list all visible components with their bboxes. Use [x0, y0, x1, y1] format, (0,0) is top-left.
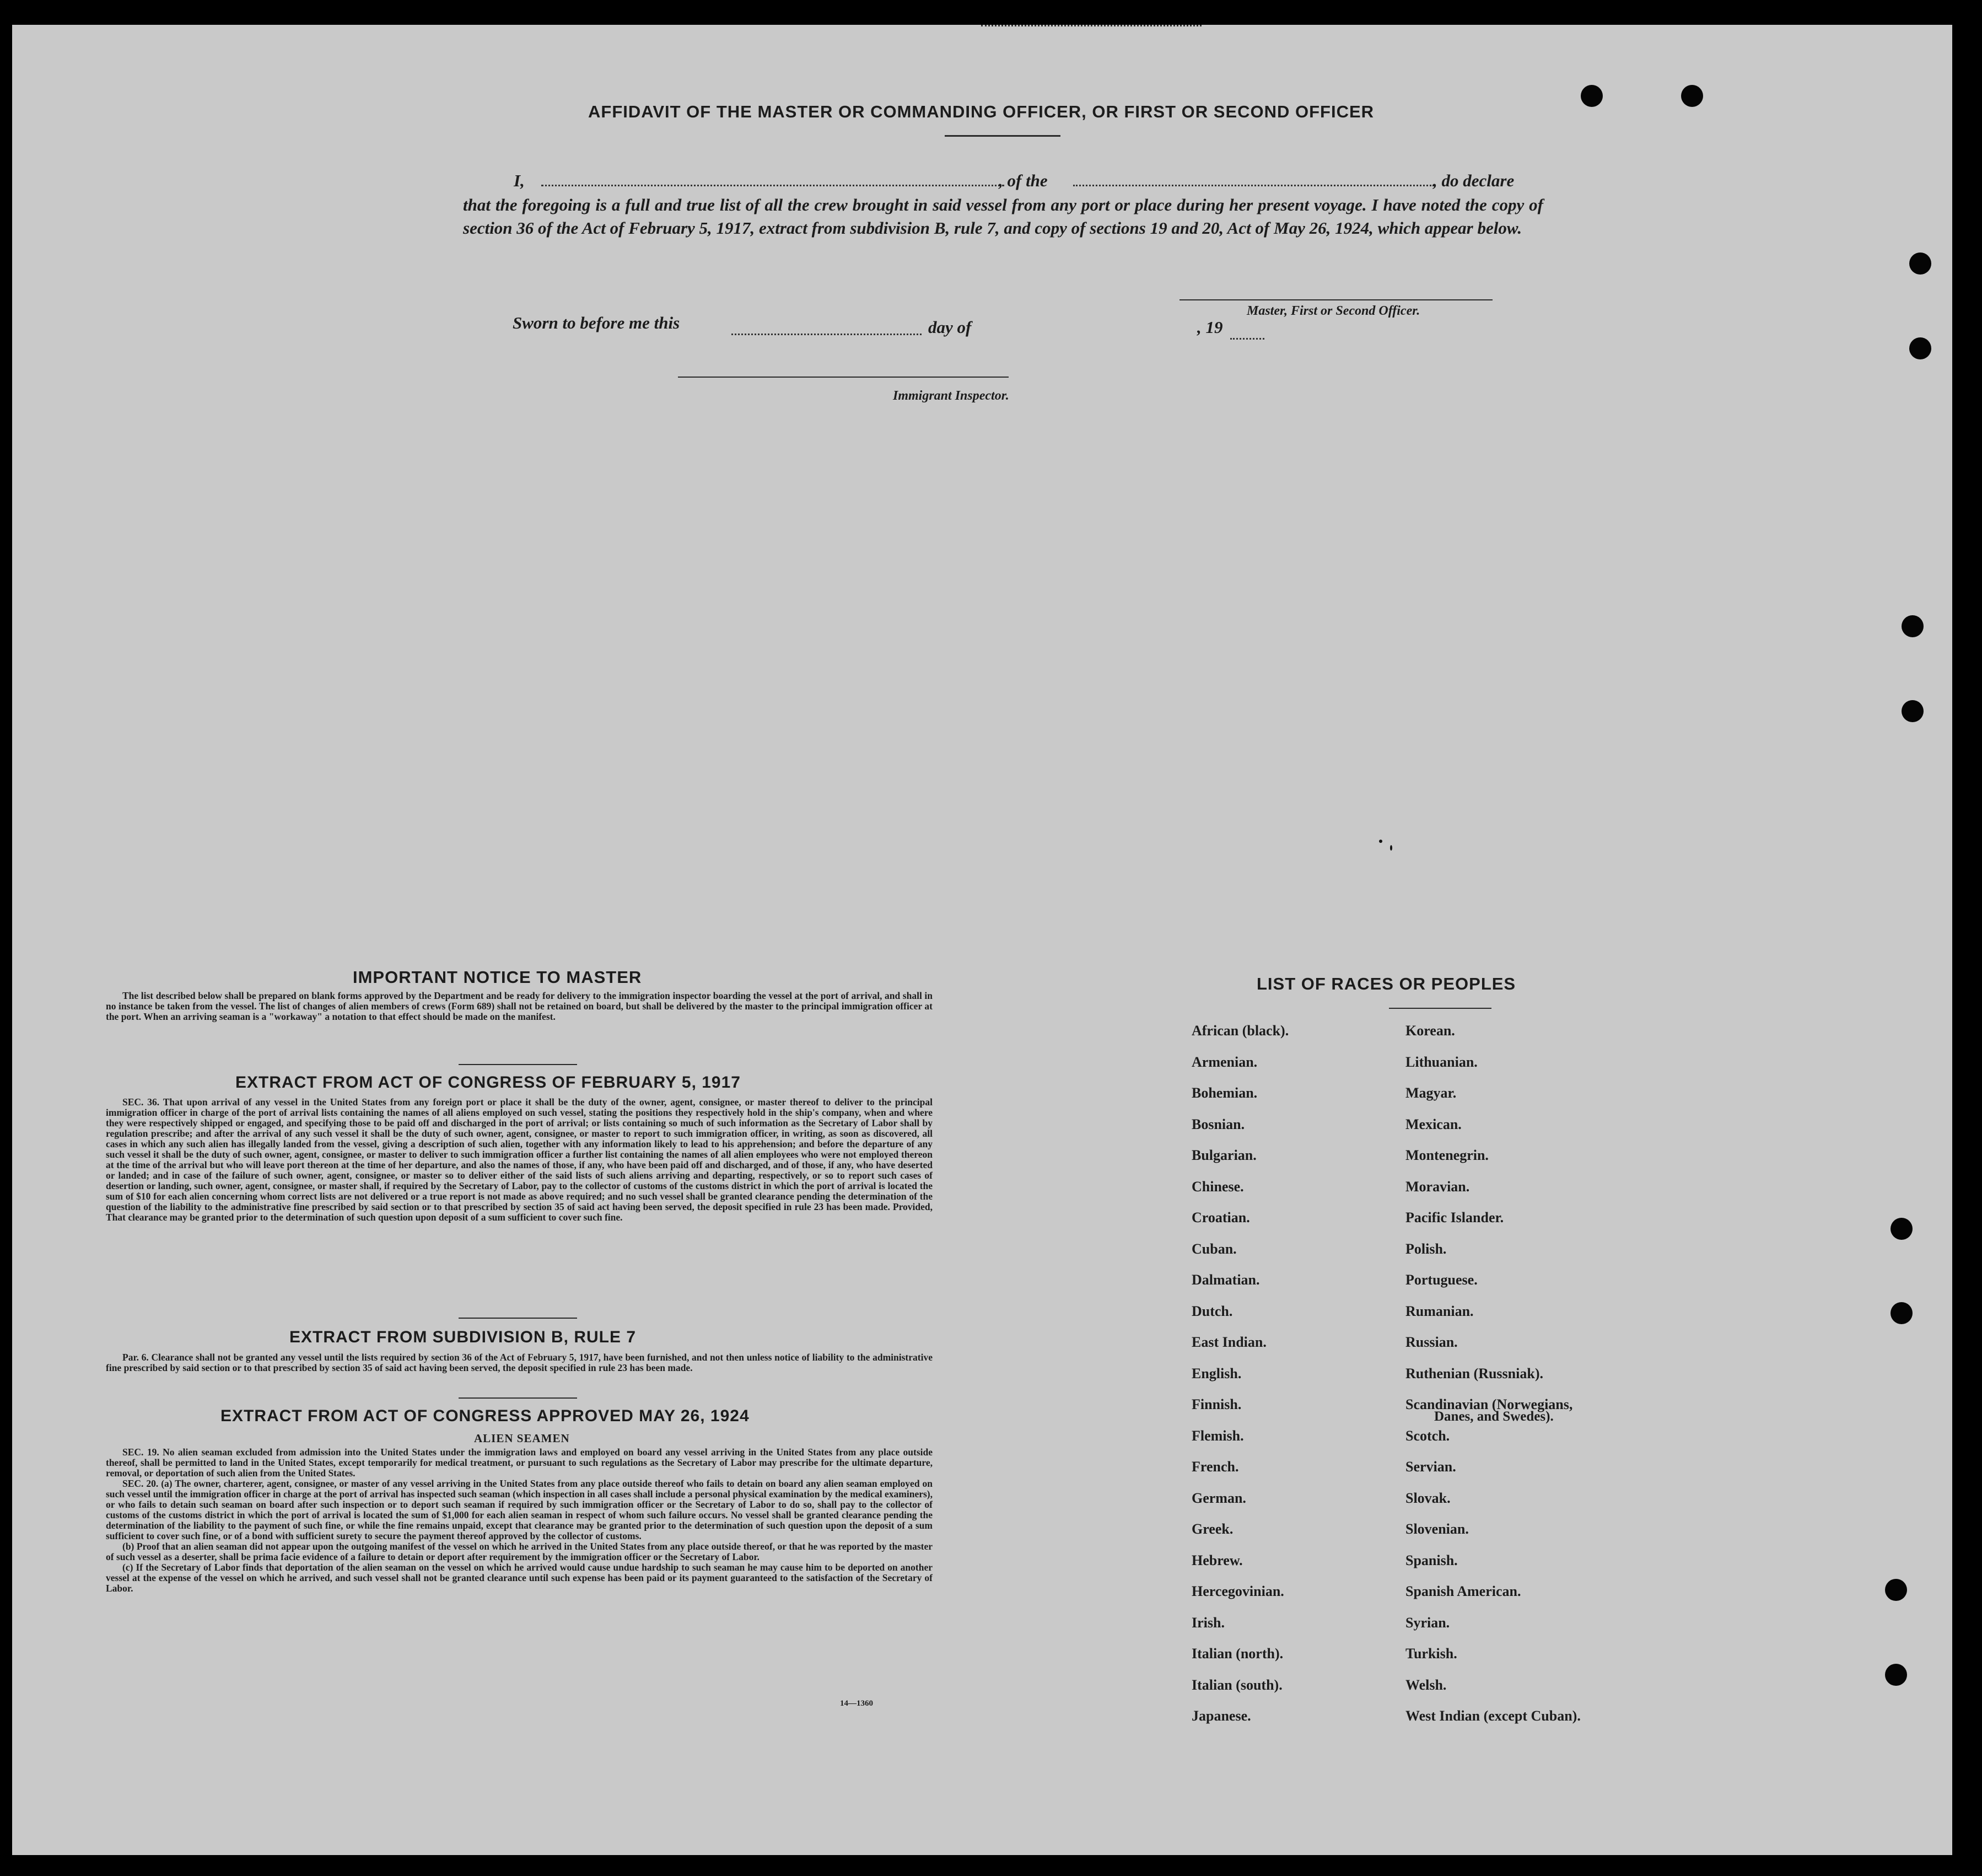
form-page — [12, 25, 1952, 1855]
race-item: Bosnian. — [1192, 1116, 1245, 1132]
race-item: Magyar. — [1405, 1085, 1457, 1101]
race-item: Flemish. — [1192, 1427, 1244, 1444]
stray-mark — [1390, 845, 1392, 851]
race-item: Dalmatian. — [1192, 1272, 1260, 1288]
sworn-month-field[interactable] — [981, 25, 1202, 26]
notice-title: IMPORTANT NOTICE TO MASTER — [353, 967, 642, 987]
race-item: Italian (north). — [1192, 1646, 1284, 1662]
races-title: LIST OF RACES OR PEOPLES — [1257, 974, 1516, 993]
race-item: Cuban. — [1192, 1240, 1237, 1257]
punch-hole — [1891, 1302, 1913, 1324]
race-item: Italian (south). — [1192, 1676, 1283, 1693]
race-item: Irish. — [1192, 1614, 1225, 1631]
race-item: Hebrew. — [1192, 1552, 1243, 1568]
extract-1917-title: EXTRACT FROM ACT OF CONGRESS OF FEBRUARY 5, 1917 — [235, 1073, 741, 1092]
sworn-year-field[interactable] — [1230, 338, 1264, 340]
race-item: Turkish. — [1405, 1646, 1457, 1662]
race-item: Croatian. — [1192, 1210, 1250, 1225]
form-number: 14—1360 — [840, 1699, 873, 1708]
sec-20b-paragraph: (b) Proof that an alien seaman did not appear upon the outgoing manifest of the vessel on which he arrived in the United States from any place outside thereof, or that he was reported by the master of such vessel as a deserter, shall be prima facie evidence of a failure to detain or deport after requirement by the immigration officer or the Secretary of Labor. — [106, 1541, 933, 1562]
race-item: Hercegovinian. — [1192, 1583, 1284, 1599]
master-signature-label: Master, First or Second Officer. — [1247, 304, 1420, 318]
race-item: West Indian (except Cuban). — [1405, 1708, 1581, 1724]
punch-hole — [1891, 1218, 1913, 1240]
race-continuation: Danes, and Swedes). — [1434, 1409, 1554, 1424]
race-item: East Indian. — [1192, 1334, 1267, 1350]
extract-rule7-title: EXTRACT FROM SUBDIVISION B, RULE 7 — [289, 1328, 637, 1346]
affidavit-title: AFFIDAVIT OF THE MASTER OR COMMANDING OFFICER, OR FIRST OR SECOND OFFICER — [588, 102, 1375, 121]
race-item: Finnish. — [1192, 1396, 1242, 1412]
punch-hole — [1581, 85, 1603, 107]
extract-1924-title: EXTRACT FROM ACT OF CONGRESS APPROVED MAY 26, 1924 — [220, 1407, 750, 1425]
sworn-prefix: Sworn to before me this — [513, 313, 680, 332]
race-item: Dutch. — [1192, 1303, 1233, 1319]
declarant-name-field[interactable] — [541, 185, 1004, 186]
sec-36-paragraph: SEC. 36. That upon arrival of any vessel in the United States from any foreign port or place it shall be the duty of the owner, agent, consignee, or master thereof to deliver to the principal immigration officer in charge of the port of arrival lists containing the names of all aliens employed on such vessel, stating the positions they respectively hold in the ship's company, when and where they were respectively shipped or engaged, and specifying those to be paid off and discharged in the port of arrival; or lists containing so much of such information as the Secretary of Labor shall by regulation prescribe; and after the arrival of any such vessel it shall be the duty of such owner, agent, consignee, or master to report to such immigration officer, in writing, as soon as discovered, all cases in which any such alien has illegally landed from the vessel, giving a description of such alien, together with any information likely to lead to his apprehension; and before the departure of any such vessel it shall be the duty of such owner, agent, consignee, or master to deliver to such immigration officer a further list containing the names of all alien employees who were not employed thereon at the time of the arrival but who will leave port thereon at the time of her departure, and also the names of those, if any, who have been paid off and discharged, and of those, if any, who have deserted or landed; and in case of the failure of such owner, agent, consignee, or master so to deliver either of the said lists of such aliens arriving and departing, respectively, or so to report such cases of desertion or landing, such owner, agent, consignee, or master shall, if required by the Secretary of Labor, pay to the collector of customs of the customs district in which the port of arrival is located the sum of $10 for each alien concerning whom correct lists are not delivered or a true report is not made as above required; and no such vessel shall be granted clearance pending the determination of the question of the liability to the administrative fine prescribed by said section or to that prescribed by section 35 of said act having been served, the deposit specified in rule 23 has been made. Provided, That clearance may be granted prior to the determination of such question upon deposit of a sum sufficient to cover such fine. — [106, 1096, 933, 1223]
extract-1917-text — [106, 1097, 933, 1223]
race-item: Rumanian. — [1405, 1303, 1474, 1319]
stray-mark — [1379, 840, 1382, 843]
race-item: Portuguese. — [1405, 1272, 1478, 1288]
race-item: Slovak. — [1405, 1490, 1451, 1506]
race-item: Slovenian. — [1405, 1521, 1469, 1537]
year-prefix-label: , 19 — [1197, 318, 1223, 337]
race-item: Syrian. — [1405, 1614, 1450, 1631]
punch-hole — [1681, 85, 1703, 107]
affidavit-title-rule — [945, 135, 1060, 137]
race-item: Bohemian. — [1192, 1085, 1258, 1101]
race-item: Bulgarian. — [1192, 1147, 1257, 1163]
extract-1924-text — [106, 1447, 933, 1594]
punch-hole — [1885, 1664, 1907, 1686]
race-item: Welsh. — [1405, 1676, 1447, 1693]
race-item: Ruthenian (Russniak). — [1405, 1365, 1543, 1382]
vessel-name-field[interactable] — [1073, 185, 1434, 186]
race-item: French. — [1192, 1459, 1239, 1475]
race-item: Montenegrin. — [1405, 1147, 1489, 1163]
punch-hole — [1902, 615, 1924, 637]
punch-hole — [1902, 700, 1924, 722]
race-item: Mexican. — [1405, 1116, 1462, 1132]
race-item: Japanese. — [1192, 1708, 1251, 1724]
alien-seamen-subtitle: ALIEN SEAMEN — [474, 1432, 570, 1445]
sec-20a-paragraph: SEC. 20. (a) The owner, charterer, agent, consignee, or master of any vessel arriving in the United States from any place outside thereof who fails to detain on board any alien seaman employed on such vessel until the immigration officer in charge at the port of arrival has inspected such seaman (which inspection in all cases shall include a personal physical examination by the medical examiners), or who fails to detain such seaman on board after such inspection or to deport such seaman if required by such immigration officer or the Secretary of Labor to do so, shall pay to the collector of customs of the customs district in which the port of arrival is located the sum of $1,000 for each alien seaman in respect of whom such failure occurs. No vessel shall be granted clearance pending the determination of the liability to the payment of such fine, or while the fine remains unpaid, except that clearance may be granted prior to the determination of such question upon the deposit of a sum sufficient to cover such fine, or of a bond with sufficient surety to secure the payment thereof approved by the collector of customs. — [106, 1478, 933, 1541]
race-item: English. — [1192, 1365, 1242, 1382]
race-item: Scandinavian (Norwegians, — [1405, 1396, 1573, 1412]
sec-19-paragraph: SEC. 19. No alien seaman excluded from admission into the United States under the immigration laws and employed on board any vessel arriving in the United States from any place outside thereof, shall be permitted to land in the United States, except temporarily for medical treatment, or pursuant to such regulations as the Secretary of Labor may prescribe for the ultimate departure, removal, or deportation of such alien from the United States. — [106, 1447, 933, 1479]
race-item: Armenian. — [1192, 1053, 1258, 1070]
punch-hole — [1885, 1579, 1907, 1601]
race-item: Servian. — [1405, 1459, 1456, 1475]
race-item: Spanish American. — [1405, 1583, 1521, 1599]
section-divider — [459, 1397, 577, 1399]
race-item: Lithuanian. — [1405, 1053, 1478, 1070]
punch-hole — [1909, 337, 1931, 359]
race-item: Moravian. — [1405, 1178, 1470, 1195]
race-item: Spanish. — [1405, 1552, 1458, 1568]
sec-20c-paragraph: (c) If the Secretary of Labor finds that deportation of the alien seaman on the vessel on which he arrived would cause undue hardship to such seaman he may cause him to be deported on another vessel at the expense of the vessel on which he arrived, and such vessel shall not be granted clearance until such expense has been paid or its payment guaranteed to the satisfaction of the Secretary of Labor. — [106, 1562, 933, 1594]
race-item: Korean. — [1405, 1023, 1455, 1039]
race-item: German. — [1192, 1490, 1246, 1506]
race-item: Greek. — [1192, 1521, 1234, 1537]
affidavit-body: that the foregoing is a full and true list of all the crew brought in said vessel from any port or place during her present voyage. I have noted the copy of section 36 of the Act of February 5, 1917, extract from subdivision B, rule 7, and copy of sections 19 and 20, Act of May 26, 1924, which appear below. — [463, 195, 1543, 238]
affidavit-declare-label: , do declare — [1433, 171, 1515, 190]
section-divider — [459, 1318, 577, 1319]
par-6-paragraph: Par. 6. Clearance shall not be granted any vessel until the lists required by section 36 of the Act of February 5, 1917, have been furnished, and not then unless notice of liability to the administrative fine prescribed by said section or to that prescribed by section 35 of said act having been served, the deposit specified in rule 23 has been made. — [106, 1352, 933, 1373]
notice-text — [106, 991, 933, 1022]
race-item: Polish. — [1405, 1240, 1447, 1257]
races-title-rule — [1389, 1008, 1491, 1009]
inspector-signature-line[interactable] — [678, 377, 1009, 378]
extract-rule7-text — [106, 1352, 933, 1373]
affidavit-of-the-label: , of the — [999, 171, 1048, 190]
affidavit-i-label: I, — [514, 171, 525, 190]
day-of-label: day of — [928, 318, 972, 337]
race-item: African (black). — [1192, 1023, 1289, 1039]
inspector-signature-label: Immigrant Inspector. — [893, 389, 1009, 403]
race-item: Pacific Islander. — [1405, 1210, 1504, 1225]
sworn-day-field[interactable] — [731, 334, 922, 335]
punch-hole — [1909, 252, 1931, 275]
race-item: Chinese. — [1192, 1178, 1244, 1195]
race-item: Russian. — [1405, 1334, 1458, 1350]
race-item: Scotch. — [1405, 1427, 1450, 1444]
section-divider — [459, 1064, 577, 1065]
notice-paragraph: The list described below shall be prepared on blank forms approved by the Department and be ready for delivery to the immigration inspector boarding the vessel at the port of arrival, and shall in no instance be taken from the vessel. The list of changes of alien members of crews (Form 689) shall not be retained on board, but shall be delivered by the master to the principal immigration officer at the port. When an arriving seaman is a "workaway" a notation to that effect should be made on the manifest. — [106, 990, 933, 1022]
master-signature-line[interactable] — [1179, 299, 1493, 300]
